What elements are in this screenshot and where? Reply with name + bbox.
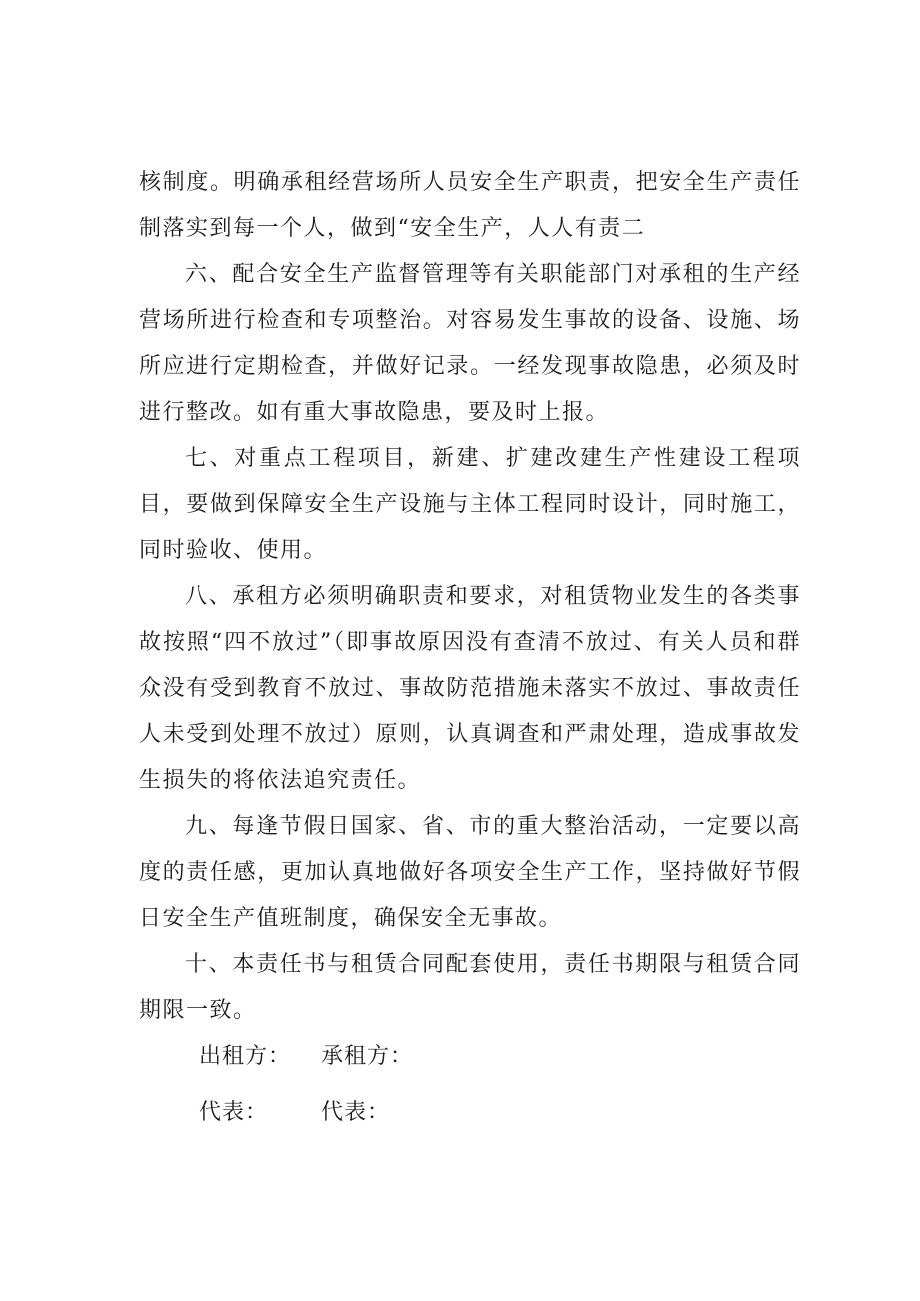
paragraph-item-8: 八、承租方必须明确职责和要求，对租赁物业发生的各类事故按照“四不放过”（即事故原因没有查清不放过、有关人员和群众没有受到教育不放过、事故防范措施未落实不放过、事故责任人未受到处理不放过）原则，认真调查和严肃处理，造成事故发生损失的将依法追究责任。 — [139, 584, 801, 793]
paragraph-item-10: 十、本责任书与租赁合同配套使用，责任书期限与租赁合同期限一致。 — [139, 952, 801, 1023]
paragraph-continuation: 核制度。明确承租经营场所人员安全生产职责，把安全生产责任制落实到每一个人，做到“安全生产，人人有责二 — [139, 170, 801, 241]
signature-representative-row — [199, 1082, 699, 1138]
document-body — [139, 160, 801, 1034]
signature-party-row — [199, 1026, 699, 1082]
lessor-label: 出租方： — [199, 1043, 292, 1069]
paragraph-item-7: 七、对重点工程项目，新建、扩建改建生产性建设工程项目，要做到保障安全生产设施与主体工程同时设计，同时施工，同时验收、使用。 — [139, 446, 801, 563]
signature-block — [199, 1026, 699, 1138]
paragraph-item-6: 六、配合安全生产监督管理等有关职能部门对承租的生产经营场所进行检查和专项整治。对容易发生事故的设备、设施、场所应进行定期检查，并做好记录。一经发现事故隐患，必须及时进行整改。如有重大事故隐患，要及时上报。 — [139, 262, 801, 425]
paragraph-item-9: 九、每逢节假日国家、省、市的重大整治活动，一定要以高度的责任感，更加认真地做好各项安全生产工作，坚持做好节假日安全生产值班制度，确保安全无事故。 — [139, 814, 801, 931]
lessor-representative-label: 代表： — [199, 1099, 269, 1125]
lessee-representative-label: 代表： — [321, 1099, 391, 1125]
lessee-label: 承租方： — [321, 1043, 414, 1069]
